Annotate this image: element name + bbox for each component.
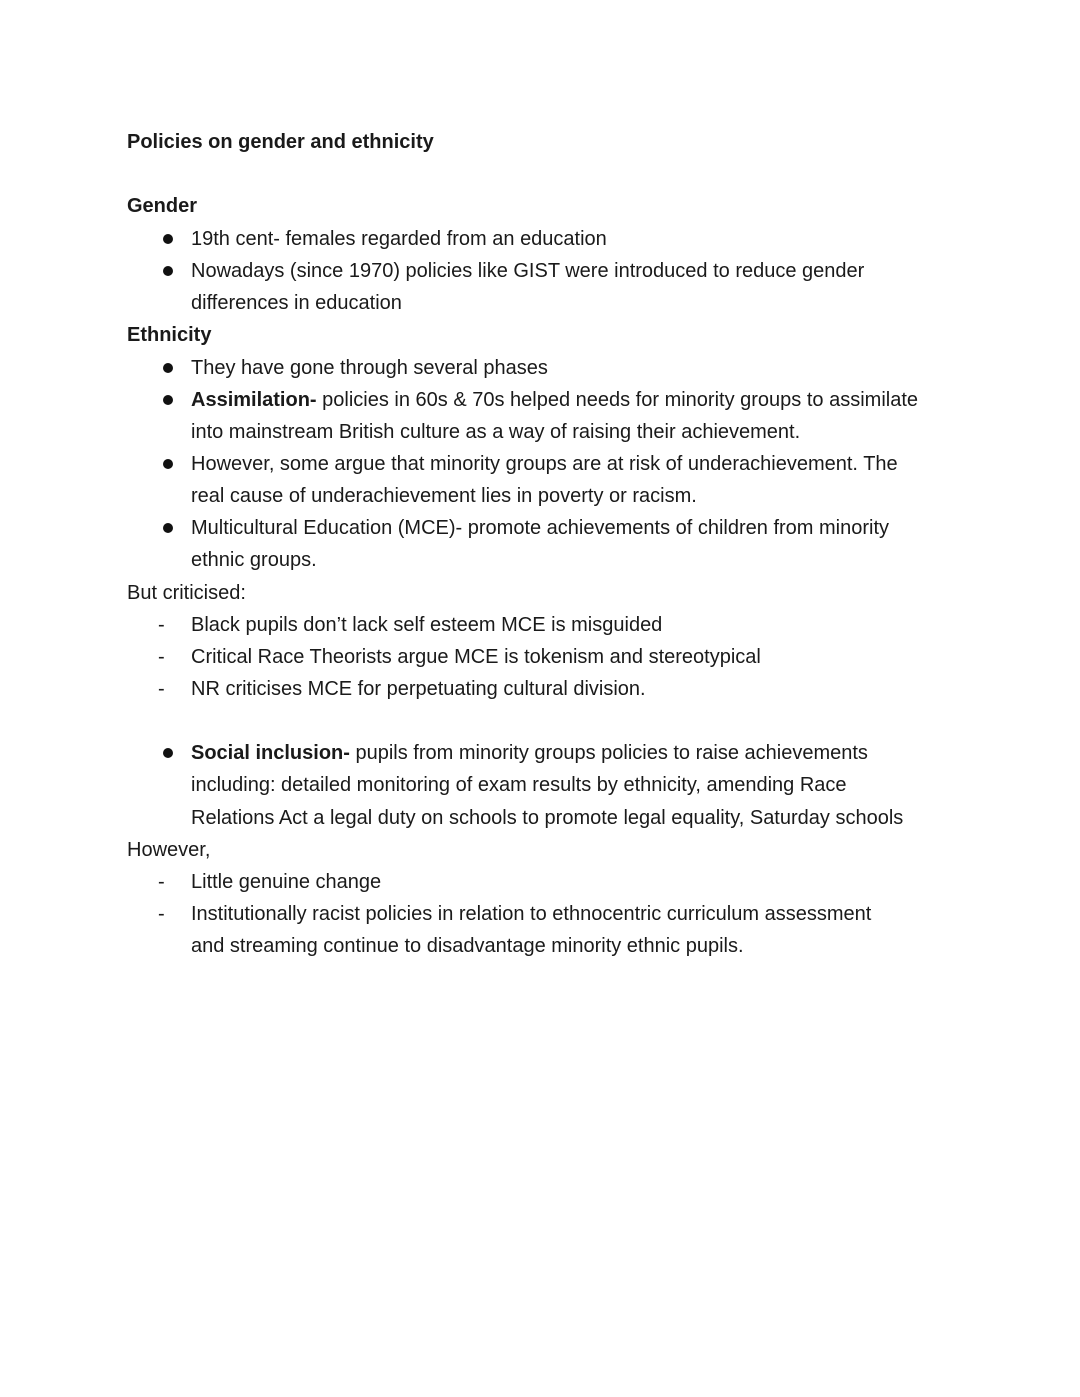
dash-icon: - [158, 646, 165, 668]
bullet-dot-icon [163, 395, 173, 405]
dash-icon: - [158, 678, 165, 700]
social-inclusion-term: Social inclusion- [191, 742, 350, 764]
bullet-dot-icon [163, 234, 173, 244]
ethnicity-bullet-4-line-1: Multicultural Education (MCE)- promote achievements of children from minority [191, 517, 890, 539]
gender-bullet-1: 19th cent- females regarded from an education [191, 228, 607, 250]
ethnicity-bullet-3-line-2: real cause of underachievement lies in poverty or racism. [191, 485, 697, 507]
bullet-dot-icon [163, 748, 173, 758]
dash-icon: - [158, 903, 165, 925]
criticism-item-1: Black pupils don’t lack self esteem MCE is misguided [191, 614, 663, 636]
social-inclusion-line-2: including: detailed monitoring of exam results by ethnicity, amending Race [191, 774, 847, 796]
social-inclusion-line-1 [191, 737, 868, 769]
bullet-dot-icon [163, 363, 173, 373]
gender-bullet-2-line-2: differences in education [191, 292, 402, 314]
however-item-2-line-2: and streaming continue to disadvantage minority ethnic pupils. [191, 935, 744, 957]
dash-icon: - [158, 614, 165, 636]
criticism-item-2: Critical Race Theorists argue MCE is tokenism and stereotypical [191, 646, 761, 668]
however-label: However, [127, 839, 211, 861]
ethnicity-bullet-1: They have gone through several phases [191, 357, 548, 379]
ethnicity-bullet-3-line-1: However, some argue that minority groups are at risk of underachievement. The [191, 453, 898, 475]
gender-heading: Gender [127, 195, 198, 217]
however-item-1: Little genuine change [191, 871, 382, 893]
bullet-dot-icon [163, 266, 173, 276]
assimilation-term: Assimilation- [191, 389, 317, 411]
criticised-label: But criticised: [127, 582, 246, 604]
social-inclusion-text: pupils from minority groups policies to raise achievements [349, 742, 868, 764]
gender-bullet-2-line-1: Nowadays (since 1970) policies like GIST were introduced to reduce gender [191, 260, 865, 282]
assimilation-text: policies in 60s & 70s helped needs for minority groups to assimilate [316, 389, 919, 411]
document-title: Policies on gender and ethnicity [127, 131, 434, 153]
ethnicity-heading: Ethnicity [127, 324, 212, 346]
assimilation-line-2: into mainstream British culture as a way of raising their achievement. [191, 421, 801, 443]
social-inclusion-line-3: Relations Act a legal duty on schools to promote legal equality, Saturday schools [191, 807, 904, 829]
ethnicity-bullet-4-line-2: ethnic groups. [191, 549, 317, 571]
bullet-dot-icon [163, 523, 173, 533]
bullet-dot-icon [163, 459, 173, 469]
however-item-2-line-1: Institutionally racist policies in relation to ethnocentric curriculum assessment [191, 903, 872, 925]
dash-icon: - [158, 871, 165, 893]
assimilation-line-1 [191, 384, 918, 416]
criticism-item-3: NR criticises MCE for perpetuating cultural division. [191, 678, 646, 700]
